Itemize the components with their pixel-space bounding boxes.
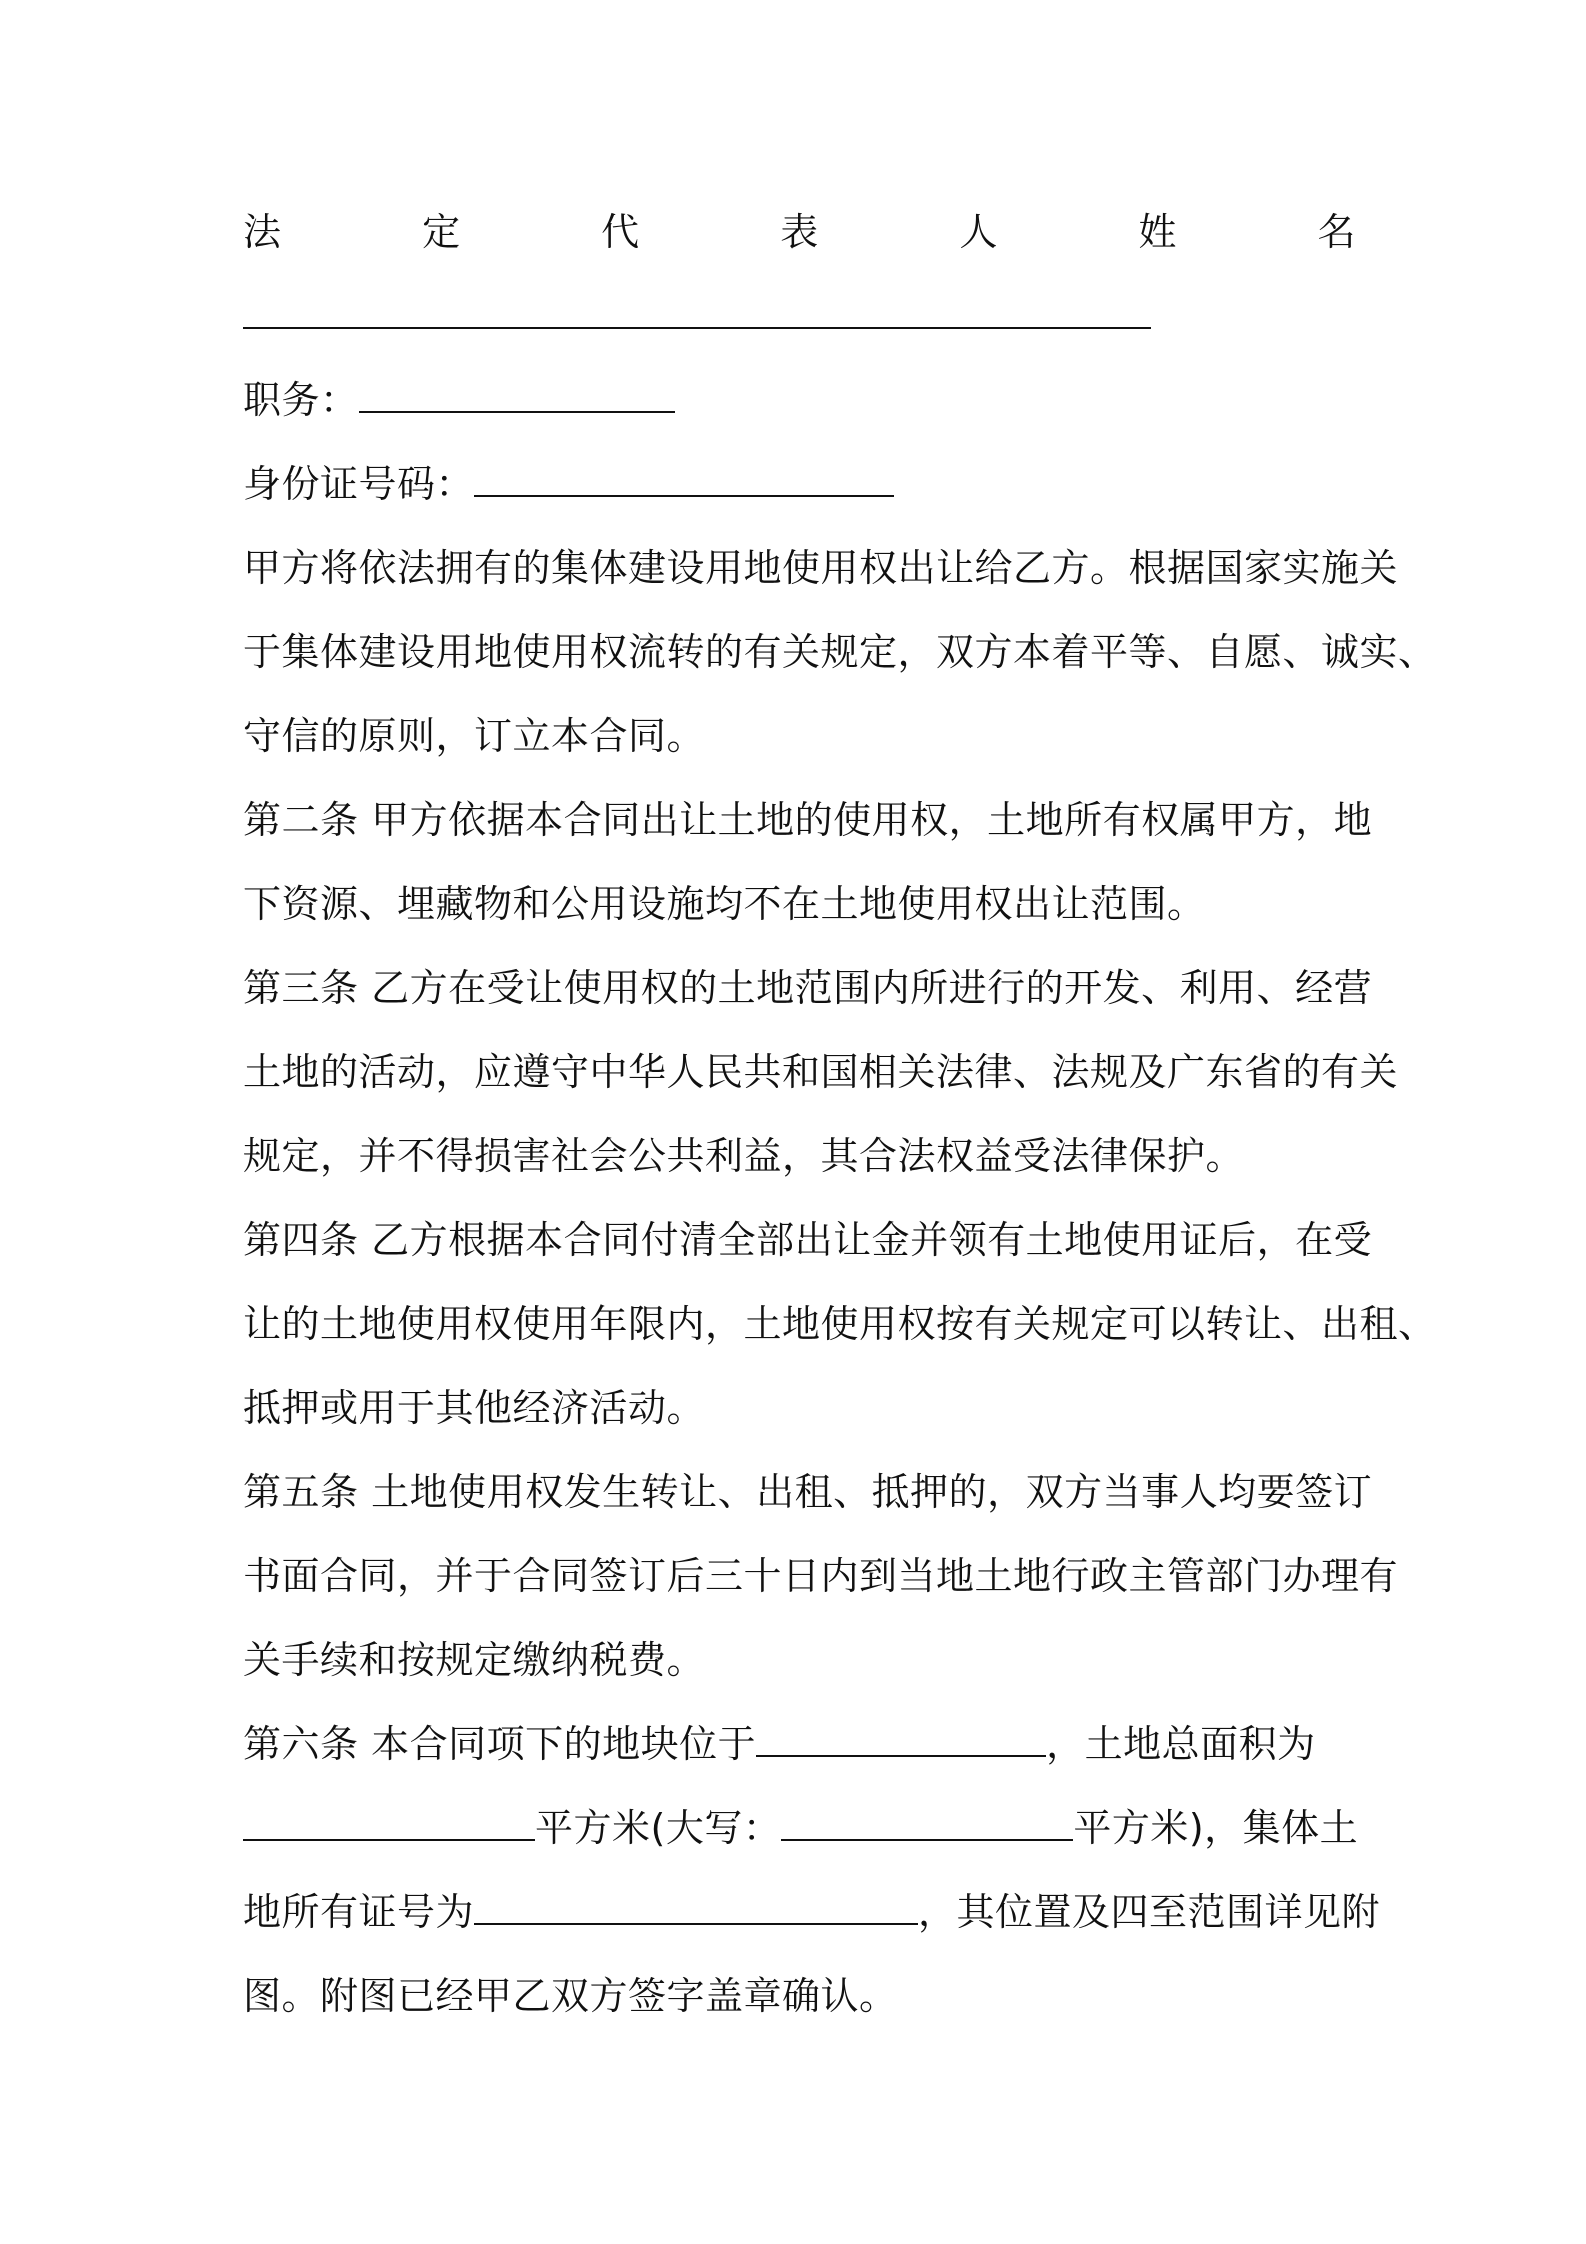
certificate-number-blank[interactable] bbox=[474, 1893, 918, 1925]
paragraph-line bbox=[243, 1870, 1381, 1954]
legal-representative-name-label bbox=[243, 190, 1356, 274]
id-number-blank[interactable] bbox=[474, 465, 894, 497]
paragraph-line: 第四条 乙方根据本合同付清全部出让金并领有土地使用证后，在受 bbox=[243, 1218, 1373, 1262]
paragraph-line: 关手续和按规定缴纳税费。 bbox=[243, 1638, 706, 1682]
legal-representative-name-field-line bbox=[243, 274, 1356, 358]
label-char: 姓 bbox=[1138, 210, 1177, 254]
paragraph-line: 图。附图已经甲乙双方签字盖章确认。 bbox=[243, 1974, 898, 2018]
certificate-number-text: 地所有证号为 bbox=[243, 1890, 475, 1934]
document-body bbox=[243, 190, 1437, 2038]
article-2 bbox=[243, 778, 1373, 946]
area-unit-text: 平方米(大写： bbox=[535, 1806, 782, 1850]
id-number-line bbox=[243, 442, 1356, 526]
paragraph-line bbox=[243, 1786, 1359, 1870]
article-4 bbox=[243, 1198, 1437, 1450]
paragraph-line: 下资源、埋藏物和公用设施均不在土地使用权出让范围。 bbox=[243, 882, 1206, 926]
paragraph-line: 抵押或用于其他经济活动。 bbox=[243, 1386, 706, 1430]
position-label: 职务： bbox=[243, 378, 359, 422]
intro-paragraph bbox=[243, 526, 1437, 778]
land-area-uppercase-blank[interactable] bbox=[781, 1809, 1073, 1841]
land-area-blank[interactable] bbox=[243, 1809, 535, 1841]
label-char: 定 bbox=[422, 210, 461, 254]
article-6 bbox=[243, 1702, 1381, 2038]
article-5 bbox=[243, 1450, 1399, 1702]
label-char: 名 bbox=[1317, 210, 1356, 254]
id-number-label: 身份证号码： bbox=[243, 462, 475, 506]
position-line bbox=[243, 358, 1356, 442]
paragraph-line: 守信的原则，订立本合同。 bbox=[243, 714, 706, 758]
paragraph-line: 书面合同，并于合同签订后三十日内到当地土地行政主管部门办理有 bbox=[243, 1554, 1399, 1598]
paragraph-line: 第二条 甲方依据本合同出让土地的使用权，土地所有权属甲方，地 bbox=[243, 798, 1373, 842]
paragraph-line bbox=[243, 1702, 1356, 1786]
label-char: 法 bbox=[243, 210, 282, 254]
legal-representative-name-blank[interactable] bbox=[243, 297, 1151, 329]
area-unit-close-text: 平方米)，集体土 bbox=[1073, 1806, 1359, 1850]
label-char: 代 bbox=[601, 210, 640, 254]
paragraph-line: 让的土地使用权使用年限内，土地使用权按有关规定可以转让、出租、 bbox=[243, 1302, 1437, 1346]
paragraph-line: 第五条 土地使用权发生转让、出租、抵押的，双方当事人均要签订 bbox=[243, 1470, 1373, 1514]
paragraph-line: 土地的活动，应遵守中华人民共和国相关法律、法规及广东省的有关 bbox=[243, 1050, 1399, 1094]
paragraph-line: 第三条 乙方在受让使用权的土地范围内所进行的开发、利用、经营 bbox=[243, 966, 1373, 1010]
article-3 bbox=[243, 946, 1399, 1198]
label-char: 表 bbox=[780, 210, 819, 254]
label-char: 人 bbox=[959, 210, 998, 254]
paragraph-line: 规定，并不得损害社会公共利益，其合法权益受法律保护。 bbox=[243, 1134, 1245, 1178]
paragraph-line: 于集体建设用地使用权流转的有关规定，双方本着平等、自愿、诚实、 bbox=[243, 630, 1437, 674]
paragraph-line: 甲方将依法拥有的集体建设用地使用权出让给乙方。根据国家实施关 bbox=[243, 546, 1399, 590]
position-range-text: ，其位置及四至范围详见附 bbox=[918, 1890, 1381, 1934]
article-6-location-text: 第六条 本合同项下的地块位于 bbox=[243, 1722, 757, 1766]
land-location-blank[interactable] bbox=[756, 1725, 1046, 1757]
position-blank[interactable] bbox=[359, 381, 675, 413]
article-6-area-text: ，土地总面积为 bbox=[1046, 1722, 1316, 1766]
